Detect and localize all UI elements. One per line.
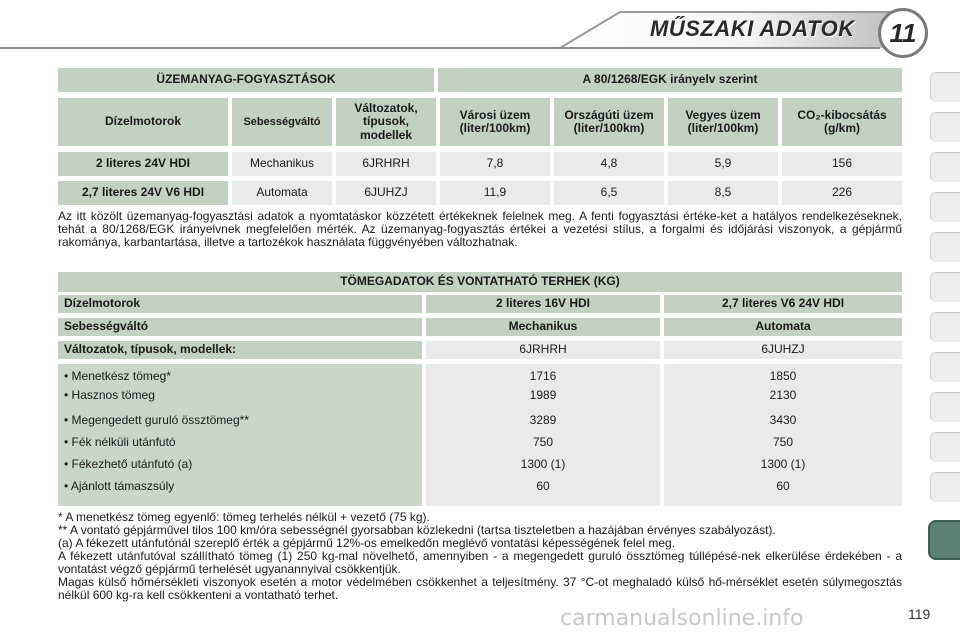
chapter-tab[interactable] [930, 392, 960, 422]
list-item: • Hasznos tömeg [64, 388, 155, 402]
table-cell: 4,8 [554, 152, 664, 176]
footnote: * A menetkész tömeg egyenlő: tömeg terhelés nélkül + vezető (75 kg). [58, 510, 430, 524]
chapter-tab[interactable] [930, 192, 960, 222]
footnote: ** A vontató gépjárművel tilos 100 km/óra sebességnél gyorsabban közlekedni (tartsa tiszteletben a hazájában érvényes szabályozást). [58, 523, 776, 537]
page-title: MŰSZAKI ADATOK [650, 16, 855, 41]
table-cell: 3289 [529, 413, 557, 427]
table-cell: 6JRHRH [426, 341, 660, 359]
row-label: Sebességváltó [58, 318, 422, 336]
table-cell: Automata [664, 318, 902, 336]
table-cell: 7,8 [440, 152, 550, 176]
table-cell: 6JUHZJ [336, 181, 436, 205]
table-cell: 156 [782, 152, 902, 176]
table-row-engine: 2 literes 24V HDI [58, 152, 228, 176]
table-cell: 6,5 [554, 181, 664, 205]
column-header: Sebességváltó [232, 98, 332, 146]
list-item: • Megengedett guruló össztömeg** [64, 413, 249, 427]
footnote: A fékezett utánfutóval szállítható tömeg (1) 250 kg-mal növelhető, amennyiben - a megengedett guruló össztömeg túllépésé-nek elkerülése érdekében - a vontatást végző gépjármű terhelését ugyanannyival csökkentjük. [58, 549, 902, 576]
row-label: Dízelmotorok [58, 295, 422, 313]
chapter-tab[interactable] [930, 472, 960, 502]
footnote: (a) A fékezett utánfutónál szereplő érték a gépjármű 12%-os emelkedőn meglévő vontatási képességének felel meg. [58, 536, 676, 550]
row-label: Változatok, típusok, modellek: [58, 341, 422, 359]
column-header: 2,7 literes V6 24V HDI [664, 295, 902, 313]
table-cell: Mechanikus [232, 152, 332, 176]
table-cell: 6JUHZJ [664, 341, 902, 359]
column-header: Dízelmotorok [58, 98, 228, 146]
column-header: CO₂-kibocsátás (g/km) [782, 98, 902, 146]
chapter-tab[interactable] [930, 152, 960, 182]
chapter-tab[interactable] [930, 232, 960, 262]
list-item: • Ajánlott támaszsúly [64, 479, 175, 493]
weight-values-a [426, 367, 660, 496]
table-cell: 750 [532, 435, 554, 449]
column-header: Változatok, típusok, modellek [336, 98, 436, 146]
fuel-table-title: ÜZEMANYAG-FOGYASZTÁSOK [58, 68, 434, 92]
active-chapter-tab[interactable] [928, 520, 960, 560]
page-number: 119 [908, 606, 931, 622]
table-cell: 1850 [769, 369, 797, 383]
table-cell: 60 [776, 479, 790, 493]
chapter-tab[interactable] [930, 112, 960, 142]
fuel-note-paragraph: Az itt közölt üzemanyag-fogyasztási adatok a nyomtatáskor közzétett értékeknek felelnek meg. A fenti fogyasztási értéke-ket a hatályos rendelkezéseknek, tehát a 80/1268/EGK irányelvnek megfelelően mérték. Az üzemanyag-fogyasztás értékei a vezetési stílus, a forgalmi és időjárási viszonyok, a gépjármű rakománya, karbantartása, illetve a tartozékok használata függvényében változhatnak. [58, 209, 902, 249]
table-cell: 1716 [529, 369, 557, 383]
table-cell: 2130 [769, 388, 797, 402]
table-cell: Automata [232, 181, 332, 205]
table-cell: 3430 [769, 413, 797, 427]
table-cell: 60 [536, 479, 550, 493]
table-cell: 1989 [529, 388, 557, 402]
column-header: 2 literes 16V HDI [426, 295, 660, 313]
chapter-number-badge: 11 [878, 8, 928, 58]
watermark: carmanualsonline.info [560, 606, 804, 631]
table-cell: 1300 (1) [760, 457, 806, 471]
fuel-table-directive: A 80/1268/EGK irányelv szerint [438, 68, 902, 92]
table-cell: 8,5 [668, 181, 778, 205]
table-row-engine: 2,7 literes 24V V6 HDI [58, 181, 228, 205]
chapter-tab[interactable] [930, 72, 960, 102]
chapter-tab[interactable] [930, 352, 960, 382]
chapter-tab[interactable] [930, 312, 960, 342]
table-cell: 5,9 [668, 152, 778, 176]
column-header: Vegyes üzem (liter/100km) [668, 98, 778, 146]
list-item: • Fékezhető utánfutó (a) [64, 457, 193, 471]
list-item: • Fék nélküli utánfutó [64, 435, 176, 449]
weight-values-b [664, 367, 902, 496]
chapter-tab[interactable] [930, 272, 960, 302]
weight-table-title: TÖMEGADATOK ÉS VONTATHATÓ TERHEK (KG) [58, 272, 902, 292]
table-cell: 750 [772, 435, 794, 449]
table-cell: 11,9 [440, 181, 550, 205]
weight-labels [64, 367, 414, 496]
table-cell: 6JRHRH [336, 152, 436, 176]
footnote: Magas külső hőmérsékleti viszonyok esetén a motor védelmében csökkenhet a teljesítmény. 37 °C-ot meghaladó külső hő-mérséklet esetén súlymegosztás nélkül 600 kg-ra kell csökkenteni a vontatható terhet. [58, 575, 902, 602]
table-cell: 1300 (1) [520, 457, 566, 471]
table-cell: Mechanikus [426, 318, 660, 336]
footnotes [58, 511, 902, 602]
table-cell: 226 [782, 181, 902, 205]
chapter-tab[interactable] [930, 432, 960, 462]
column-header: Városi üzem (liter/100km) [440, 98, 550, 146]
column-header: Országúti üzem (liter/100km) [554, 98, 664, 146]
list-item: • Menetkész tömeg* [64, 369, 171, 383]
